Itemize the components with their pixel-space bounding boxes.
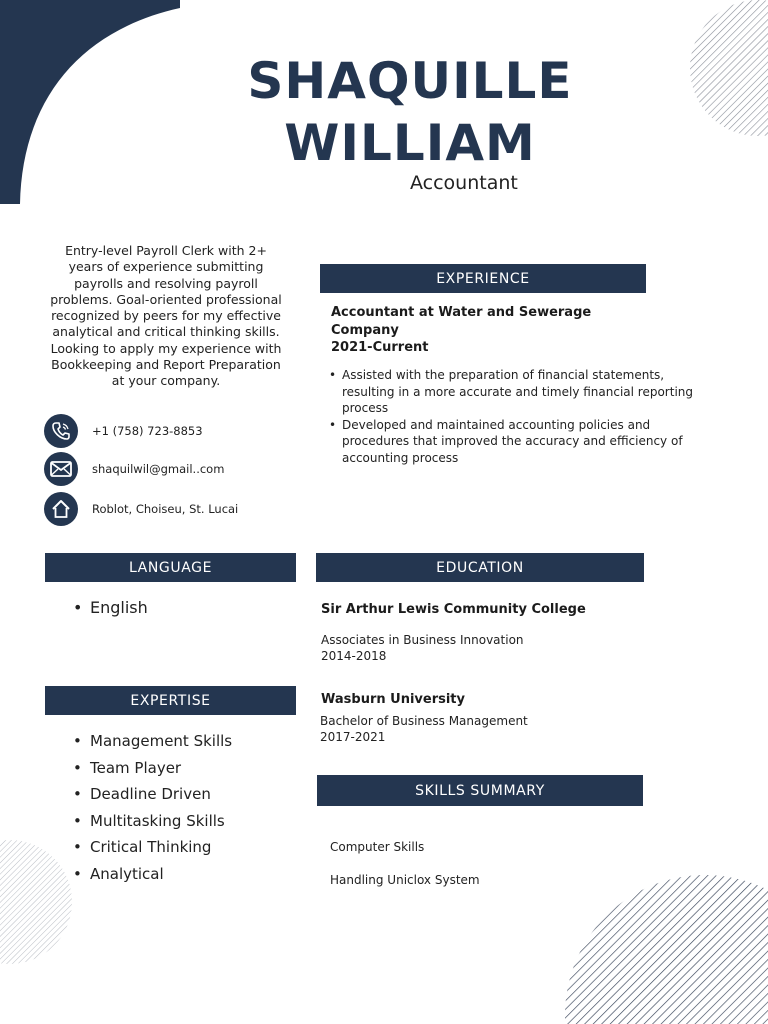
expertise-item: • Team Player <box>73 755 232 782</box>
expertise-item: • Deadline Driven <box>73 781 232 808</box>
phone-icon <box>44 414 78 448</box>
expertise-list <box>73 728 232 887</box>
job-dates: 2021-Current <box>331 340 429 355</box>
job-bullet: • Assisted with the preparation of financial statements, resulting in a more accurate and timely financial reporting process <box>327 367 702 417</box>
education-degree: Bachelor of Business Management <box>320 714 528 728</box>
job-role: Accountant <box>410 172 518 194</box>
education-years: 2014-2018 <box>321 649 387 663</box>
experience-heading: EXPERIENCE <box>320 264 646 293</box>
education-school: Wasburn University <box>321 692 465 707</box>
phone-number: +1 (758) 723-8853 <box>92 424 203 438</box>
job-bullets <box>327 367 702 466</box>
education-years: 2017-2021 <box>320 730 386 744</box>
education-detail <box>321 632 524 664</box>
hatched-circle-bottom-right <box>560 870 768 1024</box>
language-heading: LANGUAGE <box>45 553 296 582</box>
home-icon <box>44 492 78 526</box>
name-first: SHAQUILLE <box>247 52 573 110</box>
education-school: Sir Arthur Lewis Community College <box>321 602 586 617</box>
contact-address <box>44 492 238 526</box>
contact-email <box>44 452 224 486</box>
expertise-item: • Analytical <box>73 861 232 888</box>
language-item: • English <box>73 597 148 619</box>
address-text: Roblot, Choiseu, St. Lucai <box>92 502 239 516</box>
job-title-line2: Company <box>331 322 399 338</box>
education-detail <box>320 713 528 745</box>
job-title-line1: Accountant at Water and Sewerage <box>331 305 592 320</box>
education-heading: EDUCATION <box>316 553 644 582</box>
job-title-block <box>331 304 631 357</box>
hatched-circle-bottom-left <box>0 840 76 964</box>
education-degree: Associates in Business Innovation <box>321 633 524 647</box>
expertise-item: • Critical Thinking <box>73 834 232 861</box>
expertise-item: • Multitasking Skills <box>73 808 232 835</box>
language-list <box>73 597 148 619</box>
name-last: WILLIAM <box>284 114 536 172</box>
skills-heading: SKILLS SUMMARY <box>317 775 643 806</box>
skill-item: Computer Skills <box>330 840 425 854</box>
mail-icon <box>44 452 78 486</box>
expertise-item: • Management Skills <box>73 728 232 755</box>
job-bullet: • Developed and maintained accounting policies and procedures that improved the accuracy and efficiency of accounting process <box>327 417 702 467</box>
profile-summary: Entry-level Payroll Clerk with 2+ years of experience submitting payrolls and resolving payroll problems. Goal-oriented professional recognized by peers for my effective analytical and critical thinking skills. Looking to apply my experience with Bookkeeping and Report Preparation at your company. <box>50 243 282 389</box>
email-address: shaquilwil@gmail..com <box>92 462 225 476</box>
skill-item: Handling Uniclox System <box>330 873 480 887</box>
expertise-heading: EXPERTISE <box>45 686 296 715</box>
contact-phone <box>44 414 203 448</box>
